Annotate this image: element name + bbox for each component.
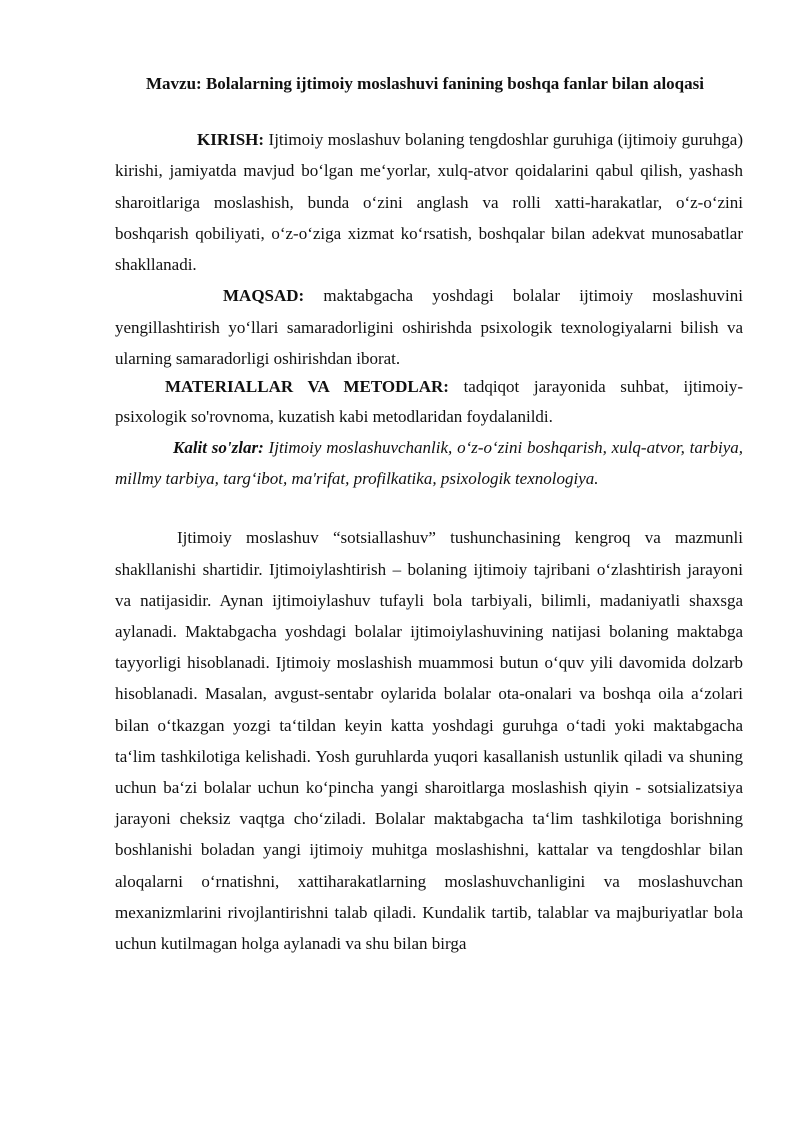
goal-paragraph [115, 280, 743, 374]
keywords-label: Kalit so'zlar: [173, 438, 264, 458]
methods-paragraph [115, 372, 743, 431]
document-title: Mavzu: Bolalarning ijtimoiy moslashuvi fanining boshqa fanlar bilan aloqasi [146, 74, 704, 93]
methods-label: MATERIALLAR VA METODLAR: [165, 377, 449, 397]
goal-label: MAQSAD: [223, 286, 305, 306]
body-paragraph: Ijtimoiy moslashuv “sotsiallashuv” tushunchasining kengroq va mazmunli shakllanishi shartidir. Ijtimoiylashtirish – bolaning ijtimoiy tajribani o‘zlashtirish jarayoni va natijasidir. Aynan ijtimoiylashuv tufayli bola tarbiyali, bilimli, madaniyatli shaxsga aylanadi. Maktabgacha yoshdagi bolalar ijtimoiylashuvining natijasi bolaning maktabga tayyorligi hisoblanadi. Ijtimoiy moslashish muammosi butun o‘quv yili davomida dolzarb hisoblanadi. Masalan, avgust-sentabr oylarida bolalar ota-onalari va boshqa oila a‘zolari bilan o‘tkazgan yozgi ta‘tildan keyin katta yoshdagi guruhga o‘tadi yoki maktabgacha ta‘lim tashkilotiga kelishadi. Yosh guruhlarda yuqori kasallanish ustunlik qiladi va shuning uchun ba‘zi bolalar uchun ko‘pincha yangi sharoitlarga moslashish qiyin - sotsializatsiya jarayoni cheksiz vaqtga cho‘ziladi. Bolalar maktabgacha ta‘lim tashkilotiga borishning boshlanishi boladan yangi ijtimoiy muhitga moslashishni, kattalar va tengdoshlar bilan aloqalarni o‘rnatishni, xattiharakatlarning moslashuvchanligini va moslashuvchan mexanizmlarini rivojlantirishni talab qiladi. Kundalik tartib, talablar va majburiyatlar bola uchun kutilmagan holga aylanadi va shu bilan birga [115, 528, 743, 954]
intro-paragraph [115, 124, 743, 280]
intro-label: KIRISH: [197, 130, 265, 149]
keywords-paragraph [115, 432, 743, 494]
methods-text: tadqiqot jarayonida suhbat, ijtimoiy-psixologik so'rovnoma, kuzatish kabi metodlaridan foydalanildi. [115, 377, 743, 426]
document-page [115, 72, 743, 959]
keywords-text: Ijtimoiy moslashuvchanlik, o‘z-o‘zini boshqarish, xulq-atvor, tarbiya, millmy tarbiya, targ‘ibot, ma'rifat, profilkatika, psixologik texnologiya. [115, 438, 743, 489]
goal-text: maktabgacha yoshdagi bolalar ijtimoiy moslashuvini yengillashtirish yo‘llari samaradorligini oshirishda psixologik texnologiyalarni bilish va ularning samaradorligi oshirishdan iborat. [115, 286, 743, 369]
intro-text: Ijtimoiy moslashuv bolaning tengdoshlar guruhiga (ijtimoiy guruhga) kirishi, jamiyatda mavjud bo‘lgan me‘yorlar, xulq-atvor qoidalarini qabul qilish, yashash sharoitlariga moslashish, bunda o‘zini anglash va rolli xatti-harakatlar, o‘z-o‘zini boshqarish qobiliyati, o‘z-o‘ziga xizmat ko‘rsatish, boshqalar bilan adekvat munosabatlar shakllanadi. [115, 130, 743, 275]
